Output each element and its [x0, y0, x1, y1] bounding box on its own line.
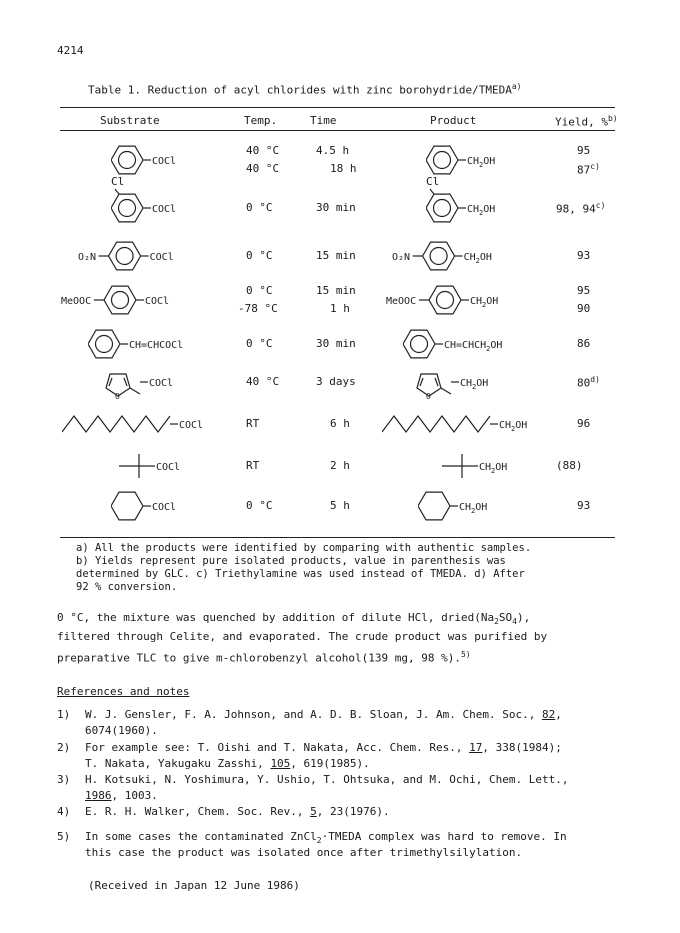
- yield-cell: 90: [577, 302, 591, 315]
- paragraph-line-2: filtered through Celite, and evaporated. The crude product was purified by: [57, 630, 548, 643]
- product-group-label: $CH_2OH$: [479, 462, 508, 475]
- substrate-structure: [111, 175, 301, 233]
- benzene-ring-icon: [88, 330, 120, 358]
- product-structure-drawing: [386, 278, 576, 322]
- yield-cell: 80$^{d)}$: [577, 375, 600, 390]
- page-number: 4214: [57, 44, 84, 57]
- reference-number: 2): [57, 741, 71, 754]
- yield-cell: 95: [577, 144, 591, 157]
- reference-line: For example see: T. Oishi and T. Nakata, Acc. Chem. Res., 17, 338(1984);: [85, 741, 562, 754]
- reference-line: In some cases the contaminated ZnCl$_2$·TMEDA complex was hard to remove. In: [85, 830, 567, 846]
- acyl-group-label: COCl: [145, 296, 170, 307]
- benzene-ring-icon: [111, 194, 143, 222]
- header-substrate: Substrate: [100, 114, 160, 127]
- temp-cell: RT: [246, 417, 260, 430]
- time-cell: 4.5 h: [316, 144, 350, 157]
- temp-cell: 40 °C: [246, 162, 280, 175]
- substituent-prefix: MeOOC: [61, 296, 92, 307]
- time-cell: 30 min: [316, 201, 356, 214]
- acyl-group-label: COCl: [149, 378, 174, 389]
- temp-cell: RT: [246, 459, 260, 472]
- alkyl-chain-icon: [382, 416, 490, 432]
- product-structure: [382, 402, 572, 449]
- table-bottom-rule: [60, 537, 615, 538]
- reference-line: this case the product was isolated once after trimethylsilylation.: [85, 846, 523, 859]
- substrate-structure: [78, 234, 268, 281]
- substrate-structure-drawing: [61, 278, 251, 322]
- product-group-label: $CH=CHCH_2OH$: [444, 340, 503, 353]
- time-cell: 5 h: [330, 499, 350, 512]
- benzene-ring-icon: [426, 146, 458, 174]
- substrate-structure-drawing: [111, 444, 301, 488]
- reference-number: 4): [57, 805, 71, 818]
- acyl-group-label: COCl: [149, 252, 174, 263]
- header-yield: Yield, %$^{b)}$: [555, 114, 618, 129]
- cyclohexane-ring-icon: [111, 492, 143, 520]
- svg-text:O: O: [115, 392, 120, 401]
- temp-cell: -78 °C: [238, 302, 278, 315]
- benzene-ring-icon: [111, 146, 143, 174]
- cyclohexane-ring-icon: [418, 492, 450, 520]
- time-cell: 3 days: [316, 375, 356, 388]
- reference-line: W. J. Gensler, F. A. Johnson, and A. D. B. Sloan, J. Am. Chem. Soc., 82,: [85, 708, 562, 721]
- reference-number: 3): [57, 773, 71, 786]
- product-group-label: $CH_2OH$: [467, 156, 496, 169]
- reference-line: 1986, 1003.: [85, 789, 158, 802]
- acyl-group-label: COCl: [152, 502, 177, 513]
- substrate-structure: [61, 278, 251, 325]
- chloro-substituent: Cl: [111, 175, 125, 188]
- substituent-prefix: O₂N: [78, 252, 97, 263]
- time-cell: 15 min: [316, 284, 356, 297]
- acyl-group-label: CH=CHCOCl: [129, 340, 184, 351]
- time-cell: 15 min: [316, 249, 356, 262]
- temp-cell: 40 °C: [246, 144, 280, 157]
- product-group-label: $CH_2OH$: [463, 252, 492, 265]
- product-structure-drawing: [434, 444, 624, 488]
- time-cell: 6 h: [330, 417, 350, 430]
- benzene-ring-icon: [403, 330, 435, 358]
- temp-cell: 0 °C: [246, 201, 273, 214]
- temp-cell: 0 °C: [246, 499, 273, 512]
- product-group-label: $CH_2OH$: [499, 420, 528, 433]
- product-group-label: $CH_2OH$: [459, 502, 488, 515]
- acyl-group-label: COCl: [152, 156, 177, 167]
- time-cell: 30 min: [316, 337, 356, 350]
- furan-ring-icon: [106, 374, 130, 401]
- substrate-structure-drawing: [62, 402, 252, 446]
- acyl-group-label: COCl: [179, 420, 204, 431]
- temp-cell: 40 °C: [246, 375, 280, 388]
- temp-cell: 0 °C: [246, 284, 273, 297]
- product-structure: [386, 278, 576, 325]
- acyl-group-label: COCl: [156, 462, 181, 473]
- time-cell: 18 h: [330, 162, 357, 175]
- product-structure: [392, 234, 582, 281]
- substrate-structure-drawing: [78, 234, 268, 278]
- footnote-b-cont: determined by GLC. c) Triethylamine was used instead of TMEDA. d) After: [76, 568, 525, 580]
- reference-line: 6074(1960).: [85, 724, 158, 737]
- reference-line: E. R. H. Walker, Chem. Soc. Rev., 5, 23(1976).: [85, 805, 390, 818]
- paragraph-line-3: preparative TLC to give m-chlorobenzyl alcohol(139 mg, 98 %).$^{5)}$: [57, 650, 471, 665]
- header-temp: Temp.: [244, 114, 278, 127]
- temp-cell: 0 °C: [246, 337, 273, 350]
- substrate-structure: [62, 402, 252, 449]
- alkyl-chain-icon: [62, 416, 170, 432]
- references-heading: References and notes: [57, 685, 190, 698]
- svg-text:O: O: [426, 392, 431, 401]
- table-header-rule: [60, 130, 615, 131]
- substrate-structure: [111, 484, 301, 531]
- benzene-ring-icon: [426, 194, 458, 222]
- reference-number: 5): [57, 830, 71, 843]
- benzene-ring-icon: [423, 242, 455, 270]
- furan-ring-icon: [417, 374, 441, 401]
- product-group-label: $CH_2OH$: [470, 296, 499, 309]
- benzene-ring-icon: [109, 242, 141, 270]
- time-cell: 1 h: [330, 302, 350, 315]
- reference-line: H. Kotsuki, N. Yoshimura, Y. Ushio, T. Ohtsuka, and M. Ochi, Chem. Lett.,: [85, 773, 569, 786]
- yield-cell: 96: [577, 417, 591, 430]
- received-date: (Received in Japan 12 June 1986): [88, 879, 300, 892]
- benzene-ring-icon: [429, 286, 461, 314]
- acyl-group-label: COCl: [152, 204, 177, 215]
- header-time: Time: [310, 114, 337, 127]
- substituent-prefix: O₂N: [392, 252, 411, 263]
- yield-cell: (88): [556, 459, 583, 472]
- yield-cell: 95: [577, 284, 591, 297]
- paragraph-line-1: 0 °C, the mixture was quenched by addition of dilute HCl, $dried(Na_2SO_4)$,: [57, 611, 531, 627]
- substrate-structure-drawing: [111, 186, 301, 230]
- tert-butyl-icon: [119, 454, 147, 478]
- yield-cell: 87$^{c)}$: [577, 162, 600, 177]
- time-cell: 2 h: [330, 459, 350, 472]
- tert-butyl-icon: [442, 454, 470, 478]
- reference-line: T. Nakata, Yakugaku Zasshi, 105, 619(1985).: [85, 757, 370, 770]
- product-group-label: $CH_2OH$: [467, 204, 496, 217]
- yield-cell: 86: [577, 337, 591, 350]
- footnote-d-cont: 92 % conversion.: [76, 581, 178, 593]
- yield-cell: 98, 94$^{c)}$: [556, 201, 606, 216]
- table-top-rule: [60, 107, 615, 108]
- yield-cell: 93: [577, 499, 591, 512]
- substituent-prefix: MeOOC: [386, 296, 417, 307]
- table-caption: Table 1. Reduction of acyl chlorides with zinc borohydride/TMEDA$^{a)}$: [88, 82, 522, 97]
- header-product: Product: [430, 114, 477, 127]
- product-structure-drawing: [382, 402, 572, 446]
- reference-number: 1): [57, 708, 71, 721]
- footnote-b: b) Yields represent pure isolated products, value in parenthesis was: [76, 555, 506, 567]
- substrate-structure-drawing: [111, 484, 301, 528]
- yield-cell: 93: [577, 249, 591, 262]
- product-group-label: $CH_2OH$: [460, 378, 489, 391]
- benzene-ring-icon: [104, 286, 136, 314]
- footnote-a: a) All the products were identified by comparing with authentic samples.: [76, 542, 532, 554]
- product-structure-drawing: [392, 234, 582, 278]
- temp-cell: 0 °C: [246, 249, 273, 262]
- chloro-substituent: Cl: [426, 175, 440, 188]
